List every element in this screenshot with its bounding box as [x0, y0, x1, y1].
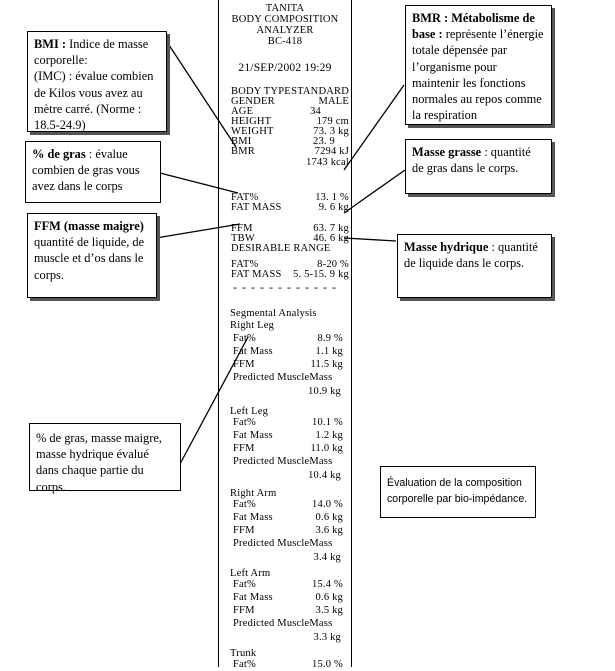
- row-label: Fat%: [233, 333, 256, 344]
- row-label: Fat Mass: [233, 346, 273, 357]
- bmi-text1: Indice de masse corporelle:: [34, 37, 149, 68]
- receipt-dashes: - - - - - - - - - - - -: [233, 280, 337, 294]
- row-value: 1743 kcal: [306, 157, 349, 168]
- row-value: 7294 kJ: [314, 146, 349, 157]
- row-value: 14.0 %: [312, 499, 343, 510]
- fat-pct-title: % de gras: [32, 147, 86, 161]
- caption-box: [380, 466, 536, 518]
- row-value: 13. 1 %: [315, 192, 349, 203]
- bmi-annotation: [27, 31, 167, 132]
- left-leg-muscle-label: Predicted MuscleMass: [233, 456, 333, 467]
- right-arm-muscle-value: 3.4 kg: [313, 552, 341, 563]
- ffm-annotation: [27, 213, 157, 298]
- row-label: BODY TYPE: [231, 86, 291, 97]
- section-name: Right Arm: [230, 488, 277, 499]
- row-label: BMI: [231, 136, 252, 147]
- section-name: Left Leg: [230, 406, 269, 417]
- row-label: BMR: [231, 146, 255, 157]
- row-label: Fat%: [233, 579, 256, 590]
- row-value: 46. 6 kg: [313, 233, 349, 244]
- row-value: 73. 3 kg: [313, 126, 349, 137]
- left-arm-muscle-label: Predicted MuscleMass: [233, 618, 333, 629]
- bmi-text2: (IMC) : évalue combien de Kilos vous avez au mètre carré. (Norme : 18.5-24.9): [34, 69, 154, 133]
- row-label: Fat Mass: [233, 512, 273, 523]
- segmental-title: Segmental Analysis: [230, 308, 317, 319]
- row-value: 11.0 kg: [310, 443, 343, 454]
- row-label: FAT MASS: [231, 202, 282, 213]
- row-value: 11.5 kg: [310, 359, 343, 370]
- water-title: Masse hydrique: [404, 240, 489, 254]
- row-value: MALE: [318, 96, 349, 107]
- bmr-text: représente l’énergie totale dépensée par l’organisme pour maintenir les fonctions normales au repos comme la respiration: [412, 27, 544, 123]
- row-label: GENDER: [231, 96, 275, 107]
- receipt-model: BC-418: [267, 36, 303, 47]
- bmr-title: BMR : Métabolisme de base :: [412, 11, 535, 42]
- water-text: : quantité de liquide dans le corps.: [404, 240, 538, 271]
- row-label: WEIGHT: [231, 126, 274, 137]
- row-value: 15.0 %: [312, 659, 343, 670]
- row-label: FFM: [233, 359, 255, 370]
- row-value: 63. 7 kg: [313, 223, 349, 234]
- ffm-text: quantité de liquide, de muscle et d’os dans le corps.: [34, 235, 145, 282]
- row-value: 0.6 kg: [315, 512, 343, 523]
- row-value: 179 cm: [316, 116, 349, 127]
- row-value: 15.4 %: [312, 579, 343, 590]
- row-value: 0.6 kg: [315, 592, 343, 603]
- row-label: Fat%: [233, 659, 256, 670]
- segment-annotation: [29, 423, 181, 494]
- section-name: Left Arm: [230, 568, 271, 579]
- right-arm-muscle-label: Predicted MuscleMass: [233, 538, 333, 549]
- left-leg-muscle-value: 10.4 kg: [308, 470, 341, 481]
- right-leg-muscle-label: Predicted MuscleMass: [233, 372, 333, 383]
- receipt-brand: TANITA: [265, 3, 305, 14]
- row-label: FFM: [233, 443, 255, 454]
- row-value: 1.2 kg: [315, 430, 343, 441]
- connector-ffm: [156, 224, 240, 238]
- connector-fat-pct: [160, 173, 238, 193]
- bmr-annotation: [405, 5, 552, 125]
- bmi-title: BMI :: [34, 37, 67, 51]
- row-label: Fat Mass: [233, 430, 273, 441]
- row-value: 3.5 kg: [315, 605, 343, 616]
- row-label: AGE: [231, 106, 254, 117]
- water-annotation: [397, 234, 552, 298]
- fat-mass-annotation: [405, 139, 552, 194]
- receipt-datetime: 21/SEP/2002 19:29: [238, 62, 332, 74]
- receipt-title-line2: ANALYZER: [256, 25, 314, 36]
- connector-bmr: [344, 85, 404, 170]
- fat-pct-annotation: [25, 141, 161, 203]
- row-value: 3.6 kg: [315, 525, 343, 536]
- ffm-title: FFM (masse maigre): [34, 219, 144, 233]
- section-name: Trunk: [230, 648, 257, 659]
- fat-pct-text: : évalue combien de gras vous avez dans le corps: [32, 147, 140, 194]
- connector-fat-mass: [344, 170, 405, 213]
- row-label: HEIGHT: [231, 116, 272, 127]
- connector-segment: [180, 337, 248, 464]
- section-name: Right Leg: [230, 320, 275, 331]
- fat-mass-title: Masse grasse: [412, 145, 482, 159]
- row-label: TBW: [231, 233, 255, 244]
- left-arm-muscle-value: 3.3 kg: [313, 632, 341, 643]
- row-value: STANDARD: [291, 86, 349, 97]
- row-label: FFM: [233, 605, 255, 616]
- row-label: Fat Mass: [233, 592, 273, 603]
- row-value: 8.9 %: [317, 333, 343, 344]
- row-label: FFM: [231, 223, 253, 234]
- connector-bmi: [165, 39, 236, 147]
- row-label: FFM: [233, 525, 255, 536]
- row-value: 5. 5-15. 9 kg: [293, 269, 349, 280]
- row-value: 34: [310, 106, 321, 117]
- connector-water: [344, 238, 396, 241]
- row-label: FAT%: [231, 259, 259, 270]
- row-value: 9. 6 kg: [318, 202, 349, 213]
- row-label: FAT%: [231, 192, 259, 203]
- row-value: 1.1 kg: [315, 346, 343, 357]
- segment-text: % de gras, masse maigre, masse hydrique évalué dans chaque partie du corps.: [36, 431, 162, 494]
- fat-mass-text: : quantité de gras dans le corps.: [412, 145, 531, 176]
- row-value: 23. 9: [313, 136, 335, 147]
- receipt-title-line1: BODY COMPOSITION: [231, 14, 339, 25]
- row-value: 8-20 %: [317, 259, 349, 270]
- row-label: Fat%: [233, 417, 256, 428]
- row-label: DESIRABLE RANGE: [231, 243, 331, 254]
- row-label: FAT MASS: [231, 269, 282, 280]
- row-value: 10.1 %: [312, 417, 343, 428]
- row-label: Fat%: [233, 499, 256, 510]
- right-leg-muscle-value: 10.9 kg: [308, 386, 341, 397]
- caption-text: Évaluation de la composition corporelle par bio-impédance.: [387, 477, 528, 505]
